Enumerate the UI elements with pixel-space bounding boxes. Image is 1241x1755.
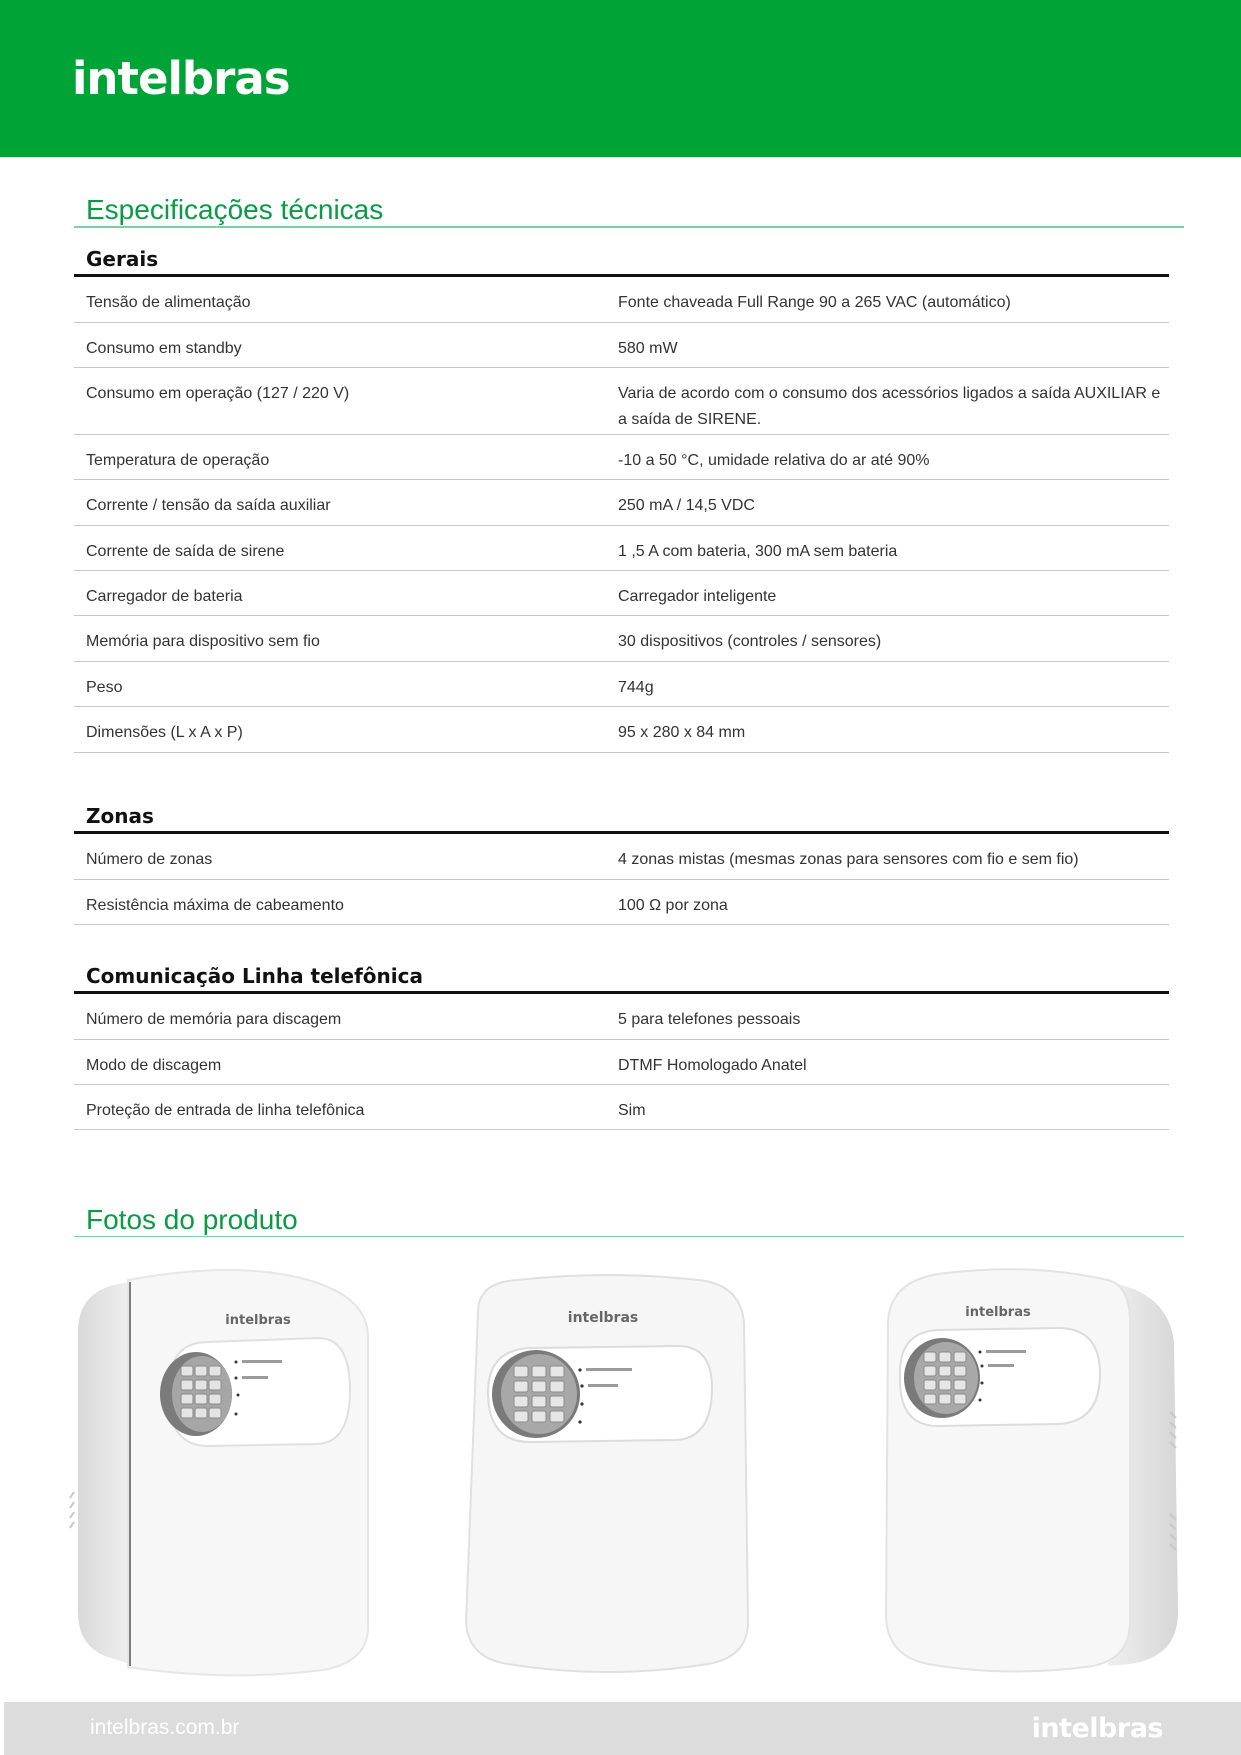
header-bar [0,0,1241,157]
specs-title-rule [74,226,1184,228]
spec-value: 100 Ω por zona [618,897,728,914]
spec-row [74,368,1169,435]
spec-row [74,277,1169,323]
spec-row [74,1040,1169,1085]
spec-row [74,880,1169,925]
spec-label: Número de zonas [86,851,213,868]
spec-row [74,435,1169,480]
spec-label: Resistência máxima de cabeamento [86,897,344,914]
spec-row [74,707,1169,753]
product-photo-right-angle [868,1262,1188,1682]
spec-label: Consumo em operação (127 / 220 V) [86,385,350,402]
spec-row [74,662,1169,707]
group-title-comunicacao: Comunicação Linha telefônica [86,964,423,988]
spec-value: Carregador inteligente [618,588,777,605]
footer-website-link[interactable]: intelbras.com.br [90,1716,240,1739]
spec-value: DTMF Homologado Anatel [618,1057,807,1074]
spec-label: Dimensões (L x A x P) [86,724,243,741]
spec-value: Sim [618,1102,646,1119]
spec-row [74,480,1169,526]
spec-value: -10 a 50 °C, umidade relativa do ar até 90% [618,452,930,469]
specs-title: Especificações técnicas [86,194,384,225]
group-title-gerais: Gerais [86,247,159,271]
spec-label: Modo de discagem [86,1057,222,1074]
spec-value: 580 mW [618,340,678,357]
spec-row [74,1085,1169,1130]
product-photo-left-angle [68,1262,388,1682]
spec-label: Corrente / tensão da saída auxiliar [86,497,331,514]
footer-intelbras-logo: intelbras [1031,1713,1163,1744]
spec-value: Fonte chaveada Full Range 90 a 265 VAC (automático) [618,294,1011,311]
spec-label: Carregador de bateria [86,588,243,605]
spec-label: Consumo em standby [86,340,242,357]
spec-value: 5 para telefones pessoais [618,1011,801,1028]
spec-label: Peso [86,679,123,696]
photos-title: Fotos do produto [86,1204,298,1235]
spec-value: 30 dispositivos (controles / sensores) [618,633,882,650]
spec-row [74,834,1169,880]
spec-value: 250 mA / 14,5 VDC [618,497,755,514]
device-brand-label: intelbras [567,1310,639,1326]
footer-bar [4,1702,1241,1755]
spec-value: Varia de acordo com o consumo dos acessórios ligados a saída AUXILIAR e a saída de SIRENE. [618,385,1161,428]
intelbras-logo: intelbras [72,52,290,105]
spec-row [74,526,1169,571]
spec-label: Temperatura de operação [86,452,270,469]
spec-label: Número de memória para discagem [86,1011,342,1028]
spec-value: 95 x 280 x 84 mm [618,724,746,741]
spec-label: Tensão de alimentação [86,294,251,311]
spec-row [74,323,1169,368]
spec-row [74,994,1169,1040]
spec-value: 4 zonas mistas (mesmas zonas para sensores com fio e sem fio) [618,851,1079,868]
spec-label: Proteção de entrada de linha telefônica [86,1102,365,1119]
spec-row [74,571,1169,616]
spec-label: Memória para dispositivo sem fio [86,633,320,650]
photos-title-rule [74,1236,1184,1237]
group-title-zonas: Zonas [86,804,154,828]
device-brand-label: intelbras [965,1305,1031,1320]
product-photo-front [448,1262,768,1682]
device-brand-label: intelbras [225,1313,291,1328]
spec-value: 1 ,5 A com bateria, 300 mA sem bateria [618,543,898,560]
spec-label: Corrente de saída de sirene [86,543,285,560]
spec-value: 744g [618,679,654,696]
spec-row [74,616,1169,662]
